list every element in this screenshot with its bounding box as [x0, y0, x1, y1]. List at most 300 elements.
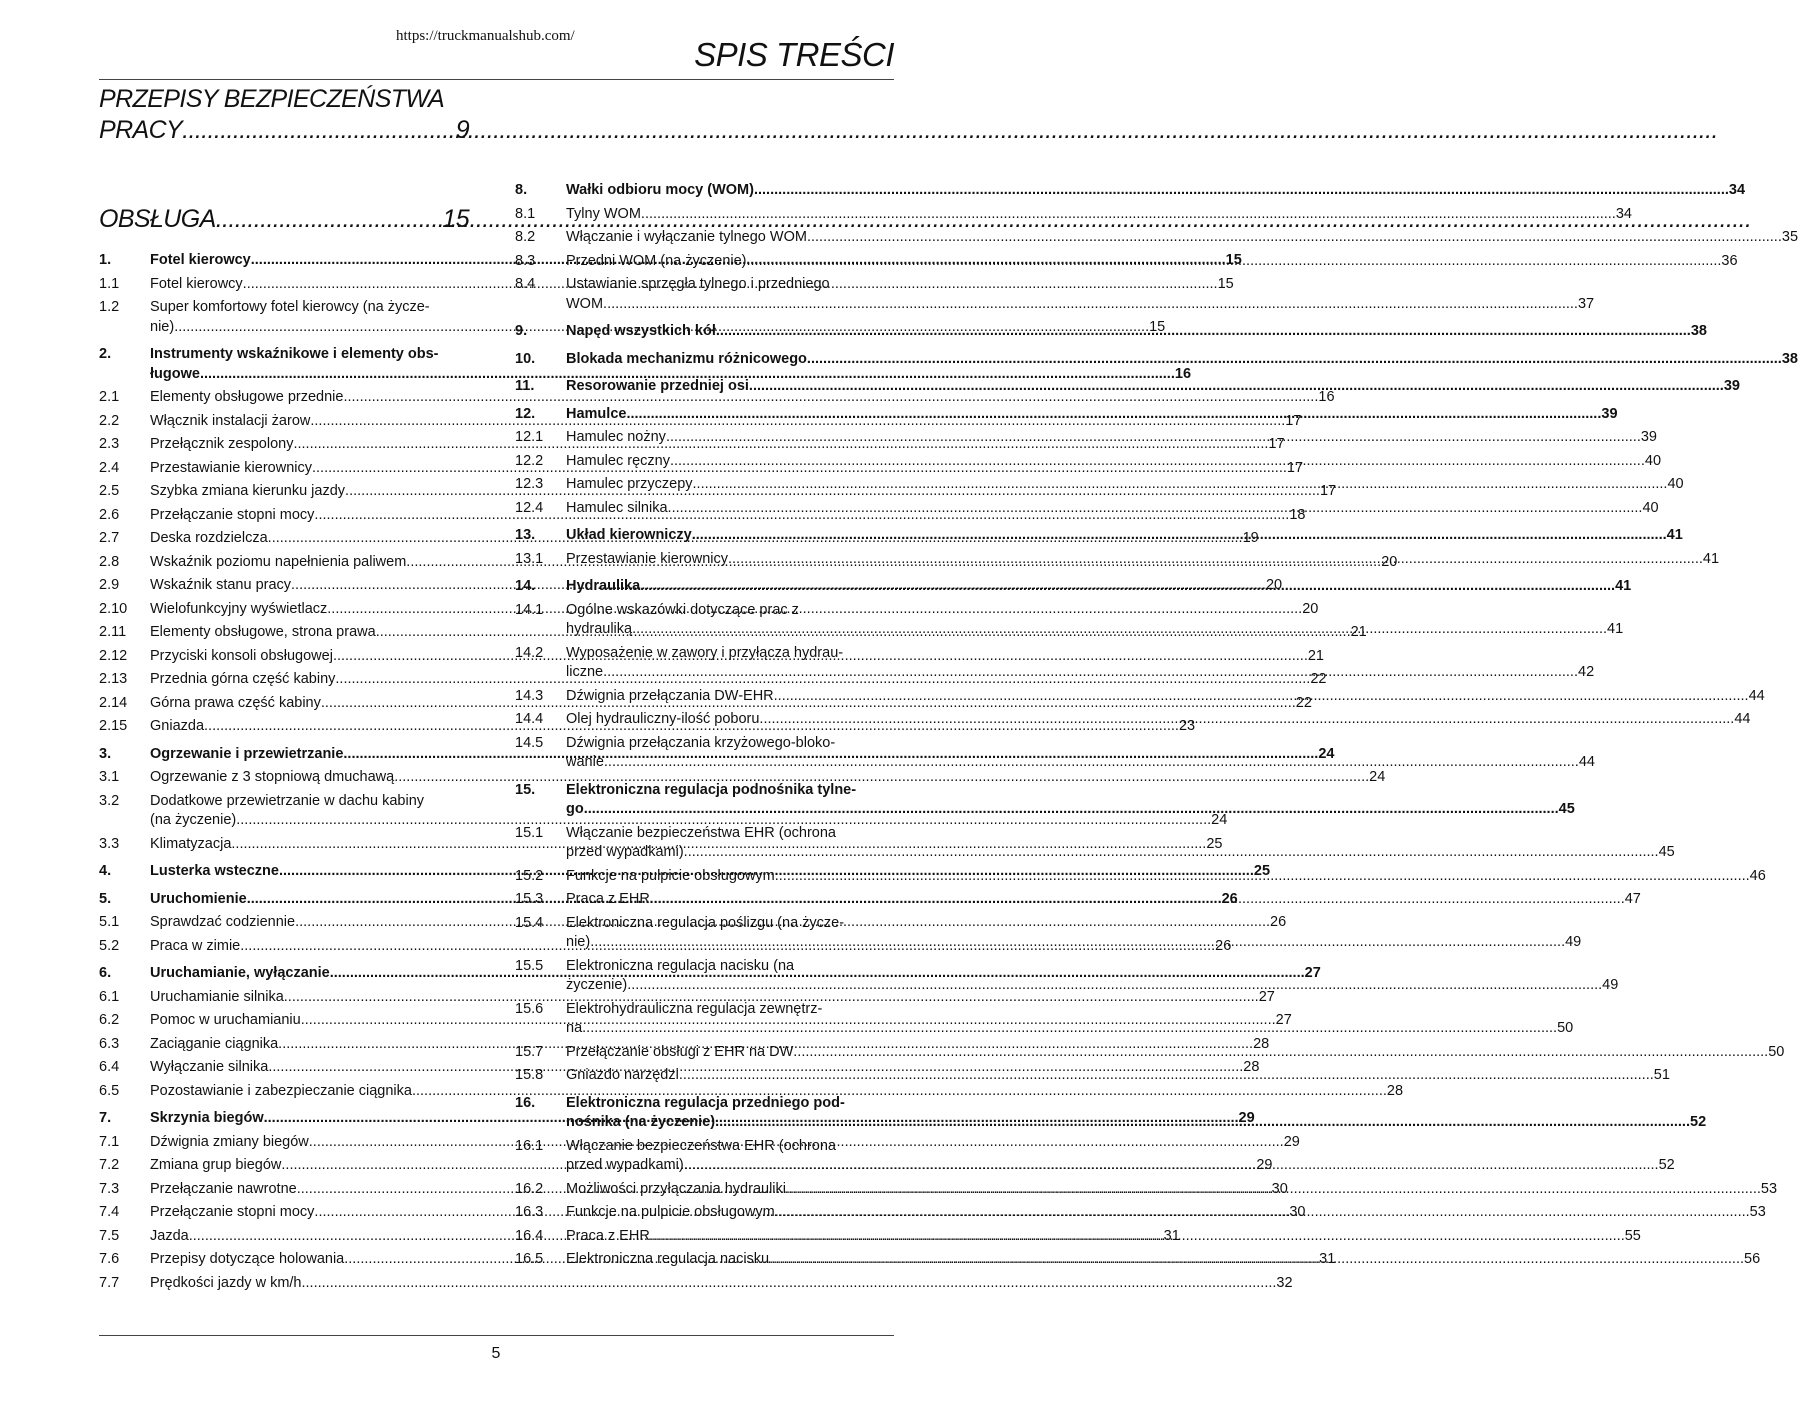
entry-page: 55 [1624, 1227, 1641, 1244]
entry-number: 3.2 [99, 792, 120, 809]
entry-title: Blokada mechanizmu różnicowego [566, 350, 807, 367]
entry-number: 14.3 [515, 687, 544, 704]
entry-title: Gniazda [150, 718, 205, 734]
entry-number: 2. [99, 346, 112, 362]
entry-title: Dźwignia przełączania DW-EHR [566, 687, 774, 704]
leader-dots [807, 228, 1782, 248]
entry-page: 38 [1781, 350, 1798, 367]
leader-dots [684, 843, 1659, 863]
entry-number: 15.6 [515, 1000, 544, 1017]
entry-number: 16. [515, 1094, 536, 1111]
leader-dots [769, 1250, 1744, 1270]
leader-dots [668, 499, 1643, 519]
entry-title: nie) [150, 318, 175, 335]
entry-title: Deska rozdzielcza [150, 530, 268, 546]
entry-title: Przyciski konsoli obsługowej [150, 647, 333, 664]
entry-number: 12.3 [515, 476, 544, 492]
entry-title: Hamulce [566, 405, 627, 422]
entry-page: 46 [1749, 867, 1766, 884]
entry-page: 28 [1243, 1059, 1260, 1075]
entry-title: Resorowanie przedniej osi [566, 378, 749, 394]
entry-number: 2.3 [99, 436, 120, 452]
toc-section-operation[interactable] [99, 204, 469, 235]
leader-dots [786, 1180, 1761, 1200]
entry-page: 45 [1658, 844, 1675, 860]
entry-page: 27 [1304, 965, 1321, 981]
entry-number: 7. [99, 1110, 112, 1126]
entry-page: 31 [1319, 1251, 1336, 1267]
leader-dots [590, 933, 1565, 953]
entry-number: 3.1 [99, 769, 120, 785]
entry-title: Przełącznik zespolony [150, 436, 294, 452]
toc-entry[interactable] [99, 1082, 1404, 1102]
entry-page: 51 [1653, 1067, 1670, 1083]
leader-dots [603, 295, 1578, 315]
entry-number: 3.3 [99, 835, 120, 852]
entry-title: Prędkości jazdy w km/h [150, 1274, 302, 1291]
entry-title: Dodatkowe przewietrzanie w dachu kabiny [150, 792, 425, 809]
leader-dots [679, 1066, 1654, 1086]
leader-dots [650, 1227, 1625, 1247]
leader-dots [684, 1156, 1659, 1176]
entry-number: 2.13 [99, 671, 128, 687]
entry-number: 8.1 [515, 205, 536, 222]
entry-page: 20 [1302, 600, 1319, 617]
leader-dots [693, 475, 1668, 495]
entry-number: 11. [515, 378, 535, 394]
entry-page: 39 [1601, 405, 1618, 422]
entry-number: 1. [99, 252, 112, 268]
entry-page: 15 [1149, 318, 1166, 335]
entry-number: 7.3 [99, 1180, 120, 1197]
entry-title: Wielofunkcyjny wyświetlacz [150, 600, 328, 617]
entry-title: Funkcje na pulpicie obsługowym [566, 1204, 775, 1220]
entry-title: hydrauliką [566, 621, 633, 637]
entry-page: 24 [1211, 812, 1228, 828]
entry-title: Pozostawianie i zabezpieczanie ciągnika [150, 1082, 412, 1099]
entry-title: Napęd wszystkich kół [566, 323, 716, 339]
entry-page: 42 [1578, 664, 1595, 680]
section-title: PRZEPISY BEZPIECZEŃSTWA [99, 85, 445, 113]
entry-page: 32 [1276, 1274, 1293, 1291]
footer-divider [99, 1335, 894, 1336]
entry-page: 22 [1310, 671, 1327, 687]
entry-number: 7.7 [99, 1274, 120, 1291]
entry-title: Zmiana grup biegów [150, 1157, 282, 1173]
entry-title: Ogrzewanie i przewietrzanie [150, 745, 344, 762]
entry-title: Elektroniczna regulacja nacisku (na [566, 957, 795, 974]
entry-title: Hamulec silnika [566, 499, 668, 516]
entry-title: Tylny WOM [566, 205, 641, 222]
entry-title: Włączanie bezpieczeństwa EHR (ochrona [566, 824, 836, 841]
entry-title: Przestawianie kierownicy [150, 459, 312, 476]
entry-number: 14.5 [515, 734, 544, 751]
entry-number: 7.5 [99, 1227, 120, 1244]
entry-page: 34 [1728, 182, 1746, 198]
toc-entry[interactable] [515, 350, 1798, 370]
entry-title: Przepisy dotyczące holowania [150, 1251, 345, 1267]
entry-page: 41 [1666, 527, 1683, 543]
entry-number: 15.2 [515, 867, 544, 884]
entry-page: 45 [1558, 801, 1575, 817]
entry-title: ługowe [150, 365, 200, 382]
entry-title: Możliwości przyłączania hydrauliki [566, 1180, 786, 1197]
entry-page: 50 [1768, 1043, 1785, 1060]
entry-page: 27 [1258, 988, 1275, 1005]
entry-page: 37 [1577, 295, 1595, 312]
section-title: PRACY [99, 116, 183, 144]
entry-number: 8.3 [515, 252, 536, 269]
entry-page: 28 [1253, 1035, 1270, 1052]
entry-number: 15.8 [515, 1067, 544, 1083]
leader-dots [775, 1203, 1750, 1223]
entry-number: 16.3 [515, 1204, 544, 1220]
entry-number: 6.1 [99, 988, 120, 1005]
entry-title: Elementy obsługowe, strona prawa [150, 624, 376, 640]
entry-title: Uruchamianie silnika [150, 988, 284, 1005]
entry-title: Włącznik instalacji żarow [150, 412, 311, 429]
entry-number: 2.2 [99, 412, 120, 429]
leader-dots [692, 526, 1667, 546]
entry-page: 52 [1690, 1114, 1707, 1130]
entry-page: 47 [1624, 891, 1641, 907]
leader-dots [666, 428, 1641, 448]
entry-number: 5. [99, 890, 112, 907]
entry-number: 9. [515, 323, 528, 339]
entry-number: 7.4 [99, 1204, 120, 1220]
entry-title: go [566, 801, 584, 817]
entry-title: Hamulec ręczny [566, 452, 670, 469]
entry-title: Zaciąganie ciągnika [150, 1035, 279, 1052]
entry-title: Super komfortowy fotel kierowcy (na życze- [150, 299, 430, 315]
entry-number: 2.11 [99, 624, 127, 640]
page-title: SPIS TREŚCI [694, 36, 894, 73]
entry-page: 17 [1268, 436, 1285, 452]
leader-dots [793, 1043, 1768, 1063]
entry-title: na [566, 1020, 583, 1036]
entry-page: 39 [1640, 429, 1657, 445]
entry-number: 16.5 [515, 1251, 544, 1267]
entry-title: Elektroniczna regulacja nacisku [566, 1251, 770, 1267]
entry-title: Przełączanie obsługi z EHR na DW [566, 1043, 794, 1060]
entry-page: 40 [1644, 452, 1662, 469]
entry-number: 15.5 [515, 957, 544, 974]
source-url[interactable]: https://truckmanualshub.com/ [396, 28, 575, 44]
entry-title: przed wypadkami) [566, 844, 684, 860]
toc-entry[interactable] [99, 1274, 1293, 1294]
entry-page: 24 [1318, 745, 1335, 762]
entry-number: 7.2 [99, 1157, 120, 1173]
entry-page: 17 [1319, 483, 1337, 499]
entry-page: 52 [1658, 1157, 1675, 1173]
entry-number: 2.7 [99, 530, 120, 546]
entry-title: Włączanie bezpieczeństwa EHR (ochrona [566, 1137, 836, 1154]
entry-title: Dźwignia zmiany biegów [150, 1133, 309, 1150]
entry-title: Praca w zimie [150, 937, 241, 954]
leader-dots [641, 205, 1616, 225]
entry-page: 50 [1557, 1020, 1574, 1036]
entry-number: 12. [515, 405, 536, 422]
toc-entry[interactable] [99, 745, 1335, 765]
entry-number: 2.12 [99, 647, 128, 664]
leader-dots [716, 322, 1691, 342]
entry-number: 16.1 [515, 1137, 544, 1154]
entry-number: 2.9 [99, 577, 120, 593]
entry-number: 2.5 [99, 483, 120, 499]
entry-page: 26 [1215, 937, 1232, 954]
entry-number: 15.3 [515, 891, 544, 907]
entry-title: Ustawianie sprzęgła tylnego i przedniego [566, 276, 830, 292]
entry-title: Fotel kierowcy [150, 275, 243, 292]
entry-number: 1.1 [99, 275, 120, 292]
entry-page: 17 [1286, 459, 1304, 476]
entry-page: 29 [1256, 1157, 1273, 1173]
entry-title: Przełączanie nawrotne [150, 1180, 297, 1197]
entry-number: 4. [99, 863, 112, 879]
entry-page: 34 [1615, 205, 1632, 222]
entry-page: 25 [1206, 835, 1223, 852]
entry-number: 6.3 [99, 1035, 120, 1052]
leader-dots [807, 350, 1782, 370]
entry-number: 16.2 [515, 1180, 544, 1197]
entry-page: 20 [1381, 553, 1398, 570]
leader-dots [182, 115, 456, 146]
entry-title: Dźwignia przełączania krzyżowego-bloko- [566, 734, 836, 751]
toc-section-safety[interactable] [99, 84, 469, 146]
entry-title: (na życzenie) [150, 812, 237, 828]
entry-page: 19 [1242, 530, 1259, 546]
entry-page: 40 [1667, 476, 1684, 492]
page-number: 5 [491, 1345, 501, 1362]
entry-page: 15 [1225, 252, 1242, 268]
entry-page: 26 [1270, 914, 1287, 930]
entry-page: 53 [1760, 1180, 1778, 1197]
entry-number: 5.2 [99, 937, 120, 954]
entry-page: 38 [1690, 323, 1707, 339]
leader-dots [626, 405, 1601, 425]
entry-title: Włączanie i wyłączanie tylnego WOM [566, 229, 807, 245]
entry-title: WOM [566, 295, 604, 312]
entry-number: 5.1 [99, 914, 120, 930]
entry-page: 41 [1615, 578, 1632, 594]
entry-page: 26 [1221, 890, 1238, 907]
leader-dots [632, 620, 1607, 640]
entry-title: Uruchomienie [150, 890, 247, 907]
entry-title: życzenie) [566, 977, 628, 993]
entry-title: Wałki odbioru mocy (WOM) [566, 182, 754, 198]
entry-page: 22 [1295, 694, 1312, 711]
entry-title: nośnika (na życzenie) [566, 1114, 716, 1130]
entry-page: 41 [1702, 550, 1720, 567]
entry-number: 2.1 [99, 389, 120, 405]
entry-page: 24 [1369, 769, 1386, 785]
entry-page: 53 [1749, 1204, 1766, 1220]
entry-number: 2.4 [99, 459, 120, 476]
entry-title: Hydraulika [566, 578, 641, 594]
entry-title: wanie [566, 754, 604, 770]
entry-number: 8.2 [515, 229, 536, 245]
toc-entry[interactable] [99, 988, 1275, 1008]
entry-title: Funkcje na pulpicie obsługowym [566, 867, 775, 884]
entry-title: Praca z EHR [566, 1227, 650, 1244]
entry-number: 16.4 [515, 1227, 544, 1244]
leader-dots [747, 252, 1722, 272]
section-title: OBSŁUGA [99, 205, 216, 233]
leader-dots [216, 204, 443, 235]
entry-number: 2.15 [99, 718, 128, 734]
toc-entry[interactable] [515, 205, 1632, 225]
entry-page: 41 [1607, 621, 1624, 637]
entry-number: 2.14 [99, 694, 128, 711]
leader-dots [754, 181, 1729, 201]
entry-page: 40 [1642, 499, 1659, 516]
entry-number: 8.4 [515, 276, 536, 292]
entry-title: Przestawianie kierownicy [566, 550, 728, 567]
leader-dots [604, 753, 1579, 773]
entry-page: 20 [1265, 577, 1283, 593]
entry-number: 7.1 [99, 1133, 120, 1150]
entry-title: Elektroniczna regulacja przedniego pod- [566, 1094, 845, 1111]
entry-number: 14. [515, 578, 536, 594]
entry-number: 2.6 [99, 506, 120, 523]
entry-title: Wskaźnik poziomu napełnienia paliwem [150, 553, 407, 570]
entry-page: 44 [1734, 711, 1751, 727]
toc-entry[interactable] [99, 768, 1386, 788]
entry-number: 8. [515, 182, 528, 198]
entry-title: Górna prawa część kabiny [150, 694, 321, 711]
entry-title: Układ kierowniczy [566, 527, 692, 543]
leader-dots [715, 1113, 1690, 1133]
entry-page: 27 [1275, 1012, 1292, 1028]
entry-page: 56 [1744, 1251, 1761, 1267]
entry-number: 10. [515, 350, 536, 367]
entry-title: Szybka zmiana kierunku jazdy [150, 483, 346, 499]
entry-title: Sprawdzać codziennie [150, 914, 296, 930]
leader-dots [640, 577, 1615, 597]
entry-number: 14.4 [515, 711, 544, 727]
leader-dots [775, 867, 1750, 887]
entry-number: 6.4 [99, 1059, 120, 1075]
entry-title: Wyposażenie w zawory i przyłącza hydrau- [566, 644, 844, 661]
entry-page: 16 [1174, 365, 1192, 382]
entry-page: 25 [1253, 863, 1271, 879]
leader-dots [728, 550, 1703, 570]
entry-page: 44 [1578, 754, 1595, 770]
entry-title: Ogrzewanie z 3 stopniową dmuchawą [150, 769, 395, 785]
entry-number: 6. [99, 965, 112, 981]
entry-number: 12.2 [515, 452, 544, 469]
entry-title: Elementy obsługowe przednie [150, 389, 344, 405]
entry-title: Uruchamianie, wyłączanie [150, 965, 330, 981]
entry-title: Przełączanie stopni mocy [150, 506, 315, 523]
entry-number: 1.2 [99, 299, 120, 315]
entry-number: 12.4 [515, 499, 544, 516]
leader-dots [650, 890, 1625, 910]
section-page: 15 [442, 205, 469, 233]
entry-number: 2.8 [99, 553, 120, 570]
leader-dots [603, 663, 1578, 683]
entry-page: 21 [1307, 647, 1324, 664]
header-divider [99, 79, 894, 80]
entry-number: 6.2 [99, 1012, 120, 1028]
entry-number: 14.1 [515, 601, 544, 618]
entry-page: 29 [1283, 1133, 1300, 1150]
entry-title: Klimatyzacja [150, 835, 232, 852]
toc-entry[interactable] [99, 388, 1335, 408]
entry-title: Fotel kierowcy [150, 252, 251, 268]
entry-title: Pomoc w uruchamianiu [150, 1012, 301, 1028]
entry-number: 14.2 [515, 644, 544, 661]
entry-page: 49 [1602, 977, 1619, 993]
entry-number: 12.1 [515, 429, 544, 445]
leader-dots [302, 1274, 1277, 1294]
entry-page: 17 [1285, 412, 1302, 429]
entry-number: 3. [99, 745, 112, 762]
entry-title: przed wypadkami) [566, 1157, 684, 1173]
entry-title: Instrumenty wskaźnikowe i elementy obs- [150, 346, 439, 362]
entry-number: 15.4 [515, 914, 544, 931]
entry-title: Elektroniczna regulacja poślizgu (na życze- [566, 914, 845, 931]
entry-page: 36 [1721, 252, 1738, 269]
entry-page: 31 [1163, 1227, 1180, 1244]
entry-title: Elektroniczna regulacja podnośnika tylne- [566, 781, 857, 798]
entry-number: 7.6 [99, 1251, 120, 1267]
entry-title: Elektrohydrauliczna regulacja zewnętrz- [566, 1000, 823, 1017]
leader-dots [670, 452, 1645, 472]
entry-title: Gniazdo narzędzi [566, 1067, 679, 1083]
entry-page: 30 [1271, 1180, 1288, 1197]
entry-page: 21 [1350, 624, 1367, 640]
entry-number: 2.10 [99, 600, 128, 617]
entry-page: 30 [1289, 1204, 1306, 1220]
toc-entry[interactable] [515, 181, 1746, 201]
leader-dots [627, 976, 1602, 996]
entry-page: 49 [1565, 934, 1582, 950]
entry-title: Hamulec przyczepy [566, 476, 693, 492]
entry-title: Ogólne wskazówki dotyczące prac z [566, 601, 799, 618]
entry-page: 23 [1178, 718, 1196, 734]
entry-title: Wyłączanie silnika [150, 1059, 269, 1075]
entry-number: 6.5 [99, 1082, 120, 1099]
entry-title: liczne [566, 664, 604, 680]
entry-page: 18 [1289, 506, 1306, 523]
entry-page: 16 [1318, 389, 1335, 405]
entry-title: Skrzynia biegów [150, 1110, 264, 1126]
entry-page: 35 [1781, 229, 1798, 245]
entry-page: 44 [1748, 687, 1765, 704]
entry-page: 39 [1723, 378, 1740, 394]
entry-page: 28 [1386, 1082, 1404, 1099]
leader-dots [759, 710, 1734, 730]
entry-number: 13.1 [515, 550, 544, 567]
entry-title: Przednia górna część kabiny [150, 671, 336, 687]
entry-title: nie) [566, 934, 591, 950]
entry-number: 15.1 [515, 824, 544, 841]
entry-title: Lusterka wsteczne [150, 863, 279, 879]
entry-title: Przedni WOM (na życzenie) [566, 252, 747, 269]
leader-dots [774, 687, 1749, 707]
leader-dots [582, 1019, 1557, 1039]
entry-number: 15. [515, 781, 536, 798]
entry-title: Przełączanie stopni mocy [150, 1204, 315, 1220]
toc-entry[interactable] [515, 228, 1798, 248]
entry-title: Praca z EHR [566, 891, 650, 907]
entry-title: Hamulec nożny [566, 429, 666, 445]
entry-number: 15.7 [515, 1043, 544, 1060]
entry-title: Wskaźnik stanu pracy [150, 577, 292, 593]
section-page: 9 [455, 116, 469, 144]
leader-dots [749, 377, 1724, 397]
